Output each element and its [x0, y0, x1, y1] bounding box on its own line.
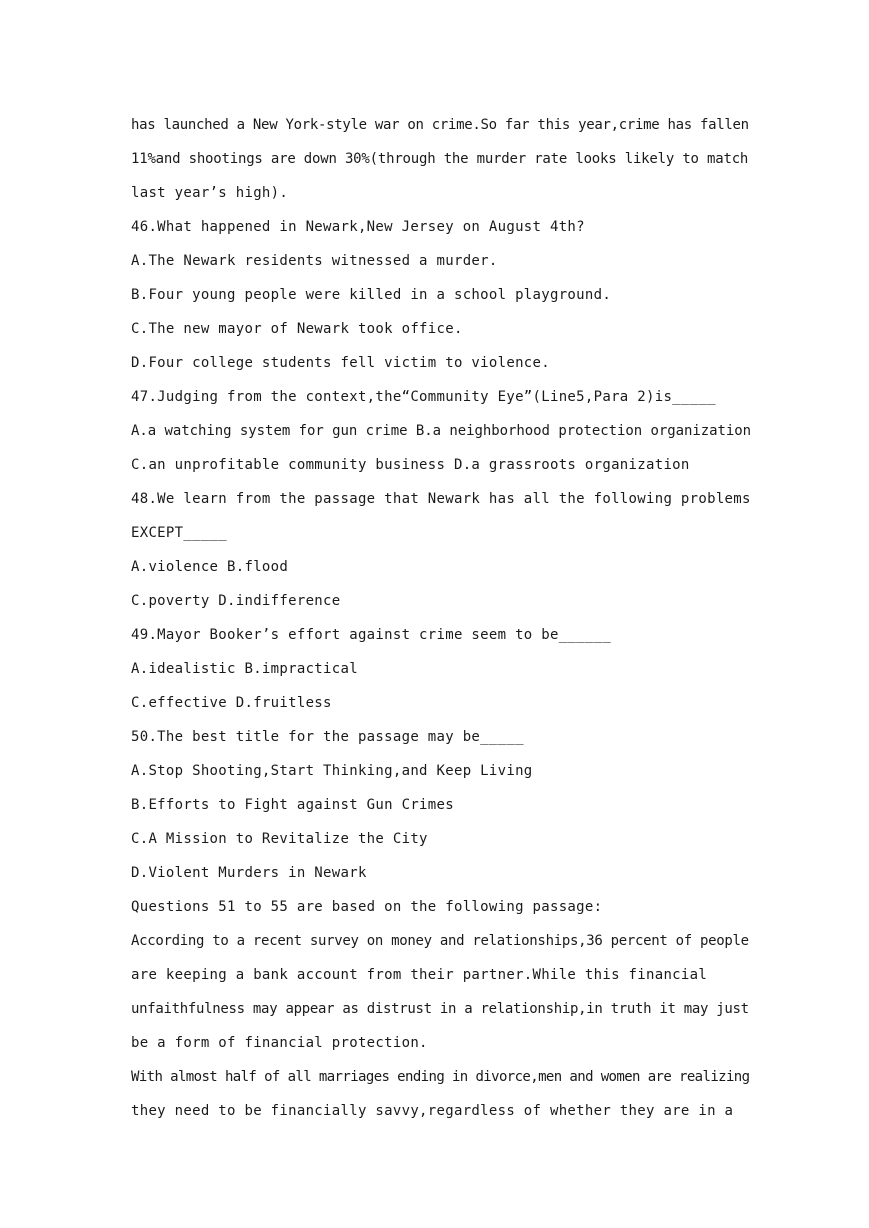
question-48-cont: EXCEPT_____	[131, 525, 228, 541]
document-body	[131, 108, 751, 1128]
option-50-c: C.A Mission to Revitalize the City	[131, 831, 428, 847]
text-line: 11%and shootings are down 30%(through the murder rate looks likely to match	[131, 151, 749, 167]
options-48-ab: A.violence B.flood	[131, 559, 289, 575]
question-46: 46.What happened in Newark,New Jersey on August 4th?	[131, 219, 585, 235]
text-line: last year’s high).	[131, 185, 289, 201]
question-50: 50.The best title for the passage may be_____	[131, 729, 524, 745]
option-46-c: C.The new mayor of Newark took office.	[131, 321, 463, 337]
option-46-b: B.Four young people were killed in a school playground.	[131, 287, 612, 303]
passage-line: be a form of financial protection.	[131, 1035, 428, 1051]
passage-line: According to a recent survey on money and relationships,36 percent of people	[131, 933, 749, 949]
passage-heading: Questions 51 to 55 are based on the following passage:	[131, 899, 603, 915]
options-49-cd: C.effective D.fruitless	[131, 695, 332, 711]
passage-line: are keeping a bank account from their partner.While this financial	[131, 967, 708, 983]
options-49-ab: A.idealistic B.impractical	[131, 661, 358, 677]
passage-line: With almost half of all marriages ending in divorce,men and women are realizing	[131, 1069, 750, 1085]
option-46-a: A.The Newark residents witnessed a murder.	[131, 253, 498, 269]
option-50-a: A.Stop Shooting,Start Thinking,and Keep Living	[131, 763, 533, 779]
options-47-ab: A.a watching system for gun crime B.a neighborhood protection organization	[131, 423, 752, 439]
options-48-cd: C.poverty D.indifference	[131, 593, 341, 609]
option-46-d: D.Four college students fell victim to violence.	[131, 355, 550, 371]
passage-line: they need to be financially savvy,regardless of whether they are in a	[131, 1103, 734, 1119]
option-50-b: B.Efforts to Fight against Gun Crimes	[131, 797, 454, 813]
question-47: 47.Judging from the context,the“Community Eye”(Line5,Para 2)is_____	[131, 389, 716, 405]
options-47-cd: C.an unprofitable community business D.a grassroots organization	[131, 457, 690, 473]
question-48: 48.We learn from the passage that Newark has all the following problems	[131, 491, 751, 507]
text-line: has launched a New York-style war on crime.So far this year,crime has fallen	[131, 117, 749, 133]
passage-line: unfaithfulness may appear as distrust in a relationship,in truth it may just	[131, 1001, 749, 1017]
option-50-d: D.Violent Murders in Newark	[131, 865, 367, 881]
question-49: 49.Mayor Booker’s effort against crime seem to be______	[131, 627, 612, 643]
